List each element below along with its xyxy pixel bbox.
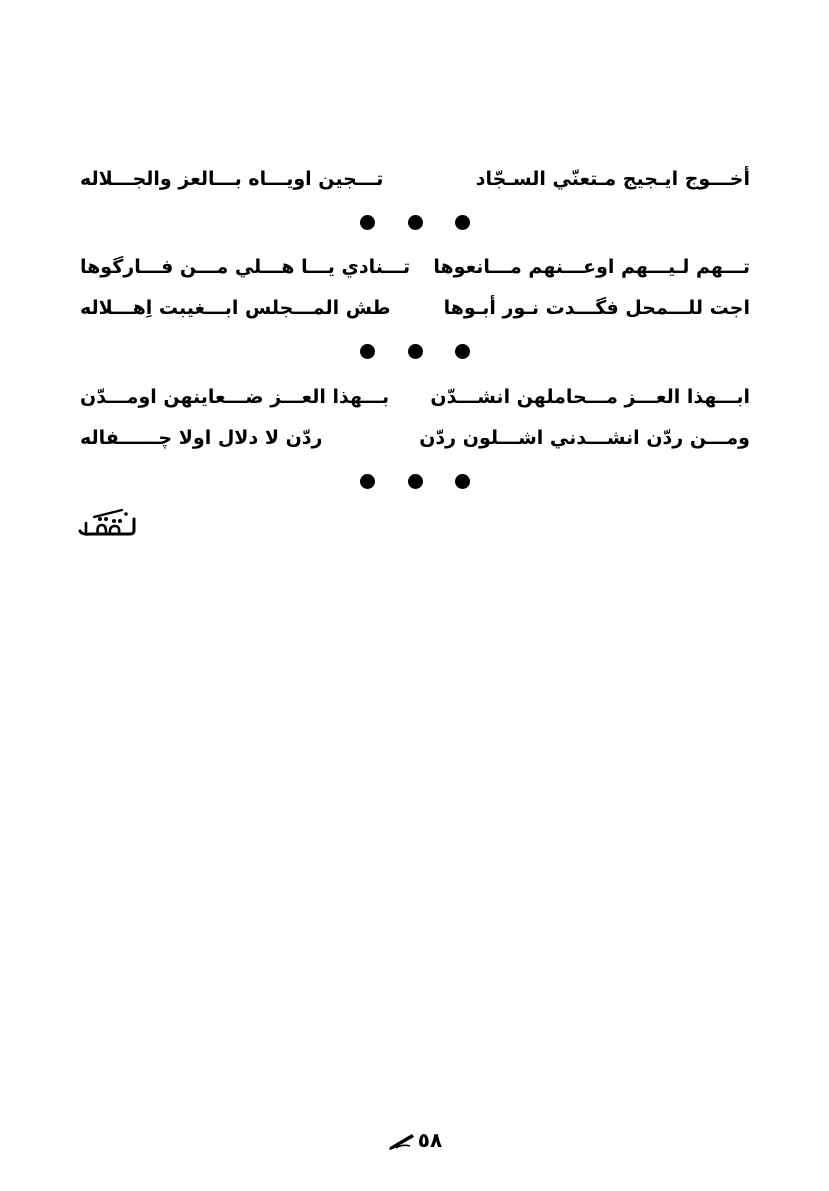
verse-2-first-hemistich: تـــهم لـيـــهم اوعـــنهم مـــانعوها (433, 256, 750, 278)
three-dot-separator-icon (360, 341, 470, 361)
pen-icon (388, 1130, 416, 1150)
verse-5-first-hemistich: ومـــن ردّن انشـــدني اشـــلون ردّن (419, 427, 750, 449)
verse-4 (80, 380, 750, 414)
verse-2-second-hemistich: تـــنادي يـــا هـــلي مـــن فـــارگوها (80, 256, 411, 278)
three-dot-separator-icon (360, 471, 470, 491)
verse-5 (80, 421, 750, 455)
dot-icon (408, 215, 423, 230)
dot-icon (408, 474, 423, 489)
page-number: ٥٨ (417, 1128, 443, 1152)
verse-1 (80, 162, 750, 196)
dot-icon (360, 474, 375, 489)
dot-icon (455, 344, 470, 359)
verse-3 (80, 291, 750, 325)
verse-3-first-hemistich: اجت للـــمحل فگـــدت نـور أبـوها (443, 297, 750, 319)
verse-5-second-hemistich: ردّن لا دلال اولا چــــــفاله (80, 427, 323, 449)
end-mark-calligraphy-icon (76, 505, 138, 539)
dot-icon (360, 344, 375, 359)
dot-icon (408, 344, 423, 359)
verse-1-first-hemistich: أخـــوج ايـجيج مـتعنّي السـجّاد (475, 168, 750, 190)
dot-icon (455, 474, 470, 489)
dot-icon (455, 215, 470, 230)
verse-1-second-hemistich: تـــجين اويـــاه بـــالعز والجـــلاله (80, 168, 384, 190)
three-dot-separator-icon (360, 212, 470, 232)
verse-4-second-hemistich: بـــهذا العـــز ضـــعاينهن اومـــدّن (80, 386, 390, 408)
page-footer (370, 1125, 460, 1155)
verse-3-second-hemistich: طش المـــجلس ابـــغيبت اِهـــلاله (80, 297, 391, 319)
verse-4-first-hemistich: ابـــهذا العـــز مـــحاملهن انشـــدّن (430, 386, 750, 408)
verse-2 (80, 250, 750, 284)
dot-icon (360, 215, 375, 230)
